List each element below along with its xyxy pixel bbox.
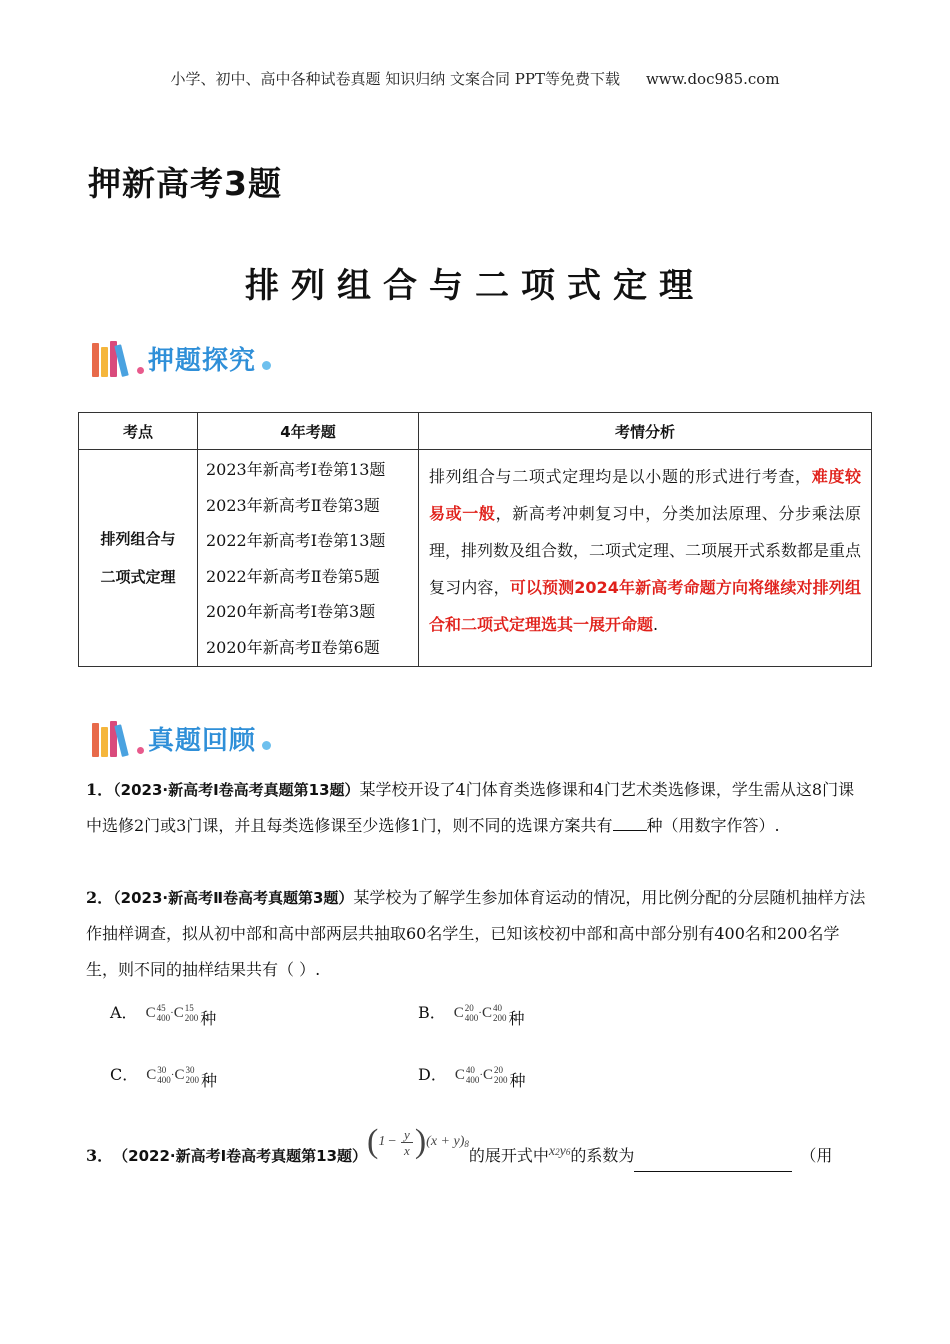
question-2 [86, 880, 866, 988]
analysis-text: . [653, 615, 659, 634]
question-source: （2023·新高考Ⅰ卷高考真题第13题） [113, 781, 360, 799]
question-1 [86, 772, 866, 844]
main-title: 排列组合与二项式定理 [245, 266, 705, 306]
table-header-row [79, 413, 872, 450]
question-text: （用 [800, 1146, 833, 1165]
section-header-review [92, 716, 271, 760]
year-item: 2022年新高考Ⅰ卷第13题 [206, 531, 386, 551]
page-header [0, 68, 950, 89]
dot-icon [137, 747, 144, 754]
header-site-link[interactable]: www.doc985.com [645, 70, 780, 88]
option-key: B． [418, 1003, 446, 1022]
section-label: 押题探究 [148, 345, 257, 376]
dot-icon [262, 361, 271, 370]
section-header-explore [92, 336, 271, 380]
question-source: （2022·新高考Ⅰ卷高考真题第13题） [113, 1147, 368, 1165]
analysis-highlight: 可以预测2024年新高考命题方向将继续对排列组合和二项式定理选其一展开命题 [429, 578, 861, 634]
option-unit: 种 [509, 1071, 526, 1090]
col-header-analysis: 考情分析 [419, 413, 872, 450]
doc-title: 押新高考3题 [88, 164, 282, 203]
col-header-topic: 考点 [79, 413, 198, 450]
years-cell [198, 450, 419, 667]
exam-analysis-table [78, 412, 872, 667]
dot-icon [137, 367, 144, 374]
year-item: 2022年新高考Ⅱ卷第5题 [206, 566, 380, 586]
question-number: 2． [86, 888, 114, 907]
binomial-formula: ( 1 − $\frac{y}{x}$ ) (x + y) 8 [367, 1123, 469, 1160]
question-number: 1． [86, 780, 114, 799]
combination-expression: C 30 400 · C 30 200 [146, 1065, 199, 1085]
option-unit: 种 [200, 1009, 217, 1028]
combination-expression: C 40 400 · C 20 200 [454, 1065, 508, 1085]
year-item: 2023年新高考Ⅰ卷第13题 [206, 460, 386, 479]
header-text: 小学、初中、高中各种试卷真题 知识归纳 文案合同 PPT等免费下载 [170, 70, 620, 88]
analysis-cell [419, 450, 872, 667]
combination-expression: C 45 400 · C 15 200 [145, 1003, 199, 1023]
year-item: 2020年新高考Ⅱ卷第6题 [206, 637, 380, 657]
analysis-highlight: 难度较易或一般 [429, 467, 861, 523]
option-unit: 种 [508, 1009, 525, 1028]
answer-blank[interactable] [634, 1155, 792, 1172]
col-header-years: 4年考题 [198, 413, 419, 450]
analysis-text: 排列组合与二项式定理均是以小题的形式进行考查， [429, 467, 812, 486]
option-key: C． [110, 1065, 139, 1084]
table-row [79, 450, 872, 667]
topic-line: 排列组合与 [100, 529, 176, 548]
books-icon [92, 719, 131, 757]
dot-icon [262, 741, 271, 750]
question-text: 种（用数字作答）. [646, 816, 780, 835]
option-key: D． [418, 1065, 447, 1084]
option-unit: 种 [200, 1071, 217, 1090]
option-c[interactable] [110, 1062, 217, 1090]
section-label: 真题回顾 [148, 725, 257, 756]
question-number: 3． [86, 1146, 114, 1165]
question-text: 的系数为 [570, 1146, 635, 1165]
year-item: 2023年新高考Ⅱ卷第3题 [206, 495, 380, 515]
question-text: 某学校开设了4门体育类选修课和4门艺术类选修课，学生需从这8门课中选修2门或3门课，并且每类选修课至少选修1门，则不同的选课方案共有 [86, 780, 855, 835]
combination-expression: C 20 400 · C 40 200 [453, 1003, 507, 1023]
topic-cell [79, 450, 198, 667]
option-a[interactable] [110, 1000, 217, 1028]
books-icon [92, 339, 131, 377]
option-d[interactable] [418, 1062, 526, 1090]
question-text: 某学校为了解学生参加体育运动的情况，用比例分配的分层随机抽样方法作抽样调查，拟从初中部和高中部两层共抽取60名学生，已知该校初中部和高中部分别有400名和200名学生，则不同的抽样结果共有（ ）. [86, 888, 866, 979]
term-formula: x 2 y 6 [548, 1144, 571, 1159]
year-item: 2020年新高考Ⅰ卷第3题 [206, 602, 376, 622]
question-source: （2023·新高考Ⅱ卷高考真题第3题） [113, 889, 354, 907]
option-b[interactable] [418, 1000, 525, 1028]
option-key: A． [110, 1003, 138, 1022]
question-3 [86, 1122, 866, 1186]
question-text: 的展开式中 [468, 1146, 549, 1165]
topic-line: 二项式定理 [100, 567, 176, 586]
answer-blank[interactable] [613, 814, 647, 831]
analysis-text: ，新高考冲刺复习中，分类加法原理、分步乘法原理，排列数及组合数，二项式定理、二项展开式系数都是重点复习内容， [429, 504, 862, 597]
